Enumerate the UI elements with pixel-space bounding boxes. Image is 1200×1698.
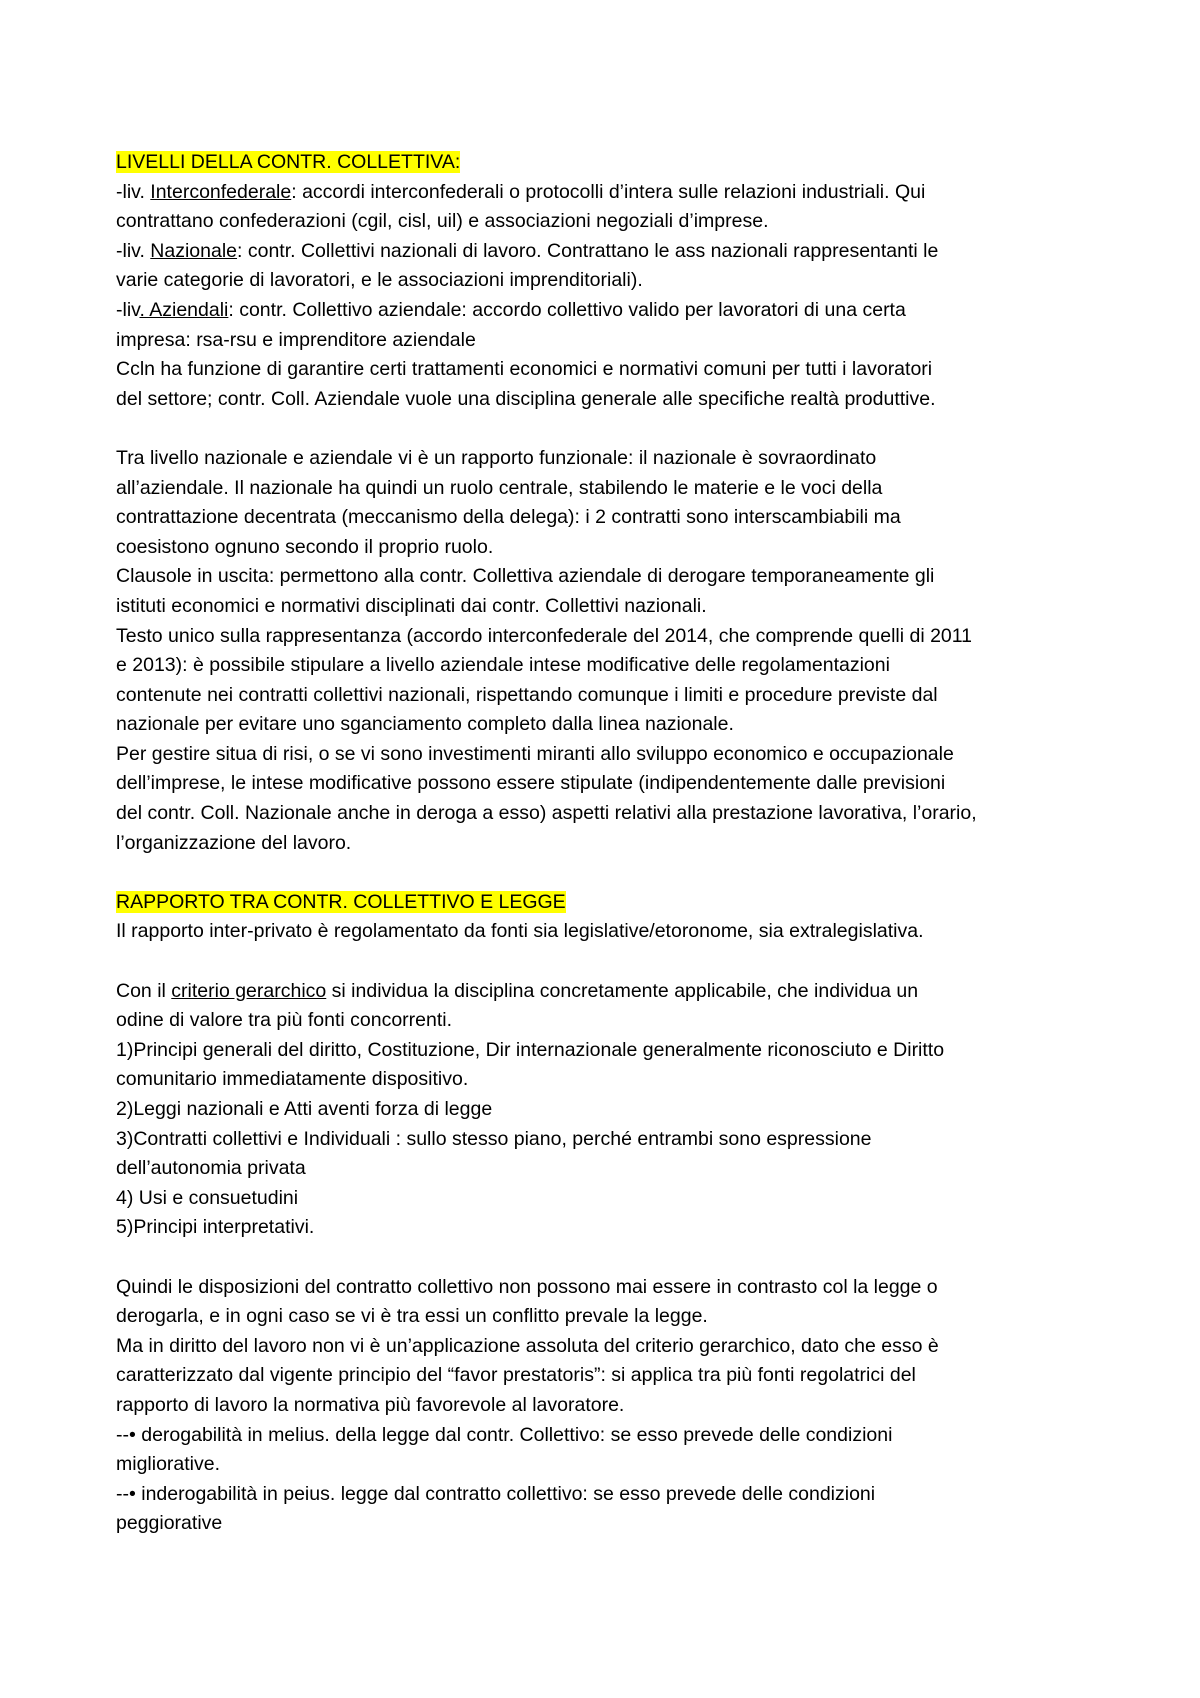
underlined-term: criterio gerarchico: [171, 979, 327, 1002]
text-run: -liv.: [116, 180, 151, 203]
paragraph-line: [116, 178, 1096, 208]
paragraph-line: odine di valore tra più fonti concorrenti.: [116, 1009, 453, 1032]
underlined-term: Interconfederale: [150, 180, 292, 203]
list-item: dell’autonomia privata: [116, 1157, 306, 1180]
blank-line: [116, 1243, 1096, 1273]
bullet-item: --• derogabilità in melius. della legge dal contr. Collettivo: se esso prevede delle condizioni: [116, 1423, 893, 1446]
paragraph-line: Clausole in uscita: permettono alla contr. Collettiva aziendale di derogare temporaneamente gli: [116, 565, 935, 588]
text-run: si individua la disciplina concretamente applicabile, che individua un: [326, 979, 919, 1002]
section4: [116, 1273, 1096, 1539]
paragraph-line: Il rapporto inter-privato è regolamentato da fonti sia legislative/etoronome, sia extralegislativa.: [116, 920, 924, 943]
paragraph-line: varie categorie di lavoratori, e le associazioni imprenditoriali).: [116, 269, 643, 292]
paragraph-line: del settore; contr. Coll. Aziendale vuole una disciplina generale alle specifiche realtà produttive.: [116, 387, 936, 410]
paragraph-line: e 2013): è possibile stipulare a livello aziendale intese modificative delle regolamentazioni: [116, 654, 890, 677]
paragraph-line: Quindi le disposizioni del contratto collettivo non possono mai essere in contrasto col la legge o: [116, 1275, 938, 1298]
bullet-item: --• inderogabilità in peius. legge dal contratto collettivo: se esso prevede delle condizioni: [116, 1482, 876, 1505]
section3-heading: RAPPORTO TRA CONTR. COLLETTIVO E LEGGE: [116, 890, 566, 913]
paragraph-line: Ccln ha funzione di garantire certi trattamenti economici e normativi comuni per tutti i lavoratori: [116, 358, 933, 381]
paragraph-line: dell’imprese, le intese modificative possono essere stipulate (indipendentemente dalle previsioni: [116, 772, 946, 795]
paragraph-line: Per gestire situa di risi, o se vi sono investimenti miranti allo sviluppo economico e occupazionale: [116, 742, 954, 765]
paragraph-line: contrattazione decentrata (meccanismo della delega): i 2 contratti sono interscambiabili ma: [116, 506, 901, 529]
list-item: comunitario immediatamente dispositivo.: [116, 1068, 469, 1091]
paragraph-line: contrattano confederazioni (cgil, cisl, uil) e associazioni negoziali d’imprese.: [116, 210, 769, 233]
list-item: 3)Contratti collettivi e Individuali : sullo stesso piano, perché entrambi sono espressione: [116, 1127, 872, 1150]
paragraph-line: l’organizzazione del lavoro.: [116, 831, 352, 854]
section1-heading-line: [116, 148, 1096, 178]
paragraph-line: Testo unico sulla rappresentanza (accordo interconfederale del 2014, che comprende quelli di 2011: [116, 624, 973, 647]
paragraph-line: peggiorative: [116, 1512, 223, 1535]
paragraph-line: [116, 977, 1096, 1007]
section3-heading-line: [116, 888, 1096, 918]
blank-line: [116, 414, 1096, 444]
paragraph-line: all’aziendale. Il nazionale ha quindi un ruolo centrale, stabilendo le materie e le voci della: [116, 476, 883, 499]
paragraph-line: rapporto di lavoro la normativa più favorevole al lavoratore.: [116, 1393, 625, 1416]
section2: [116, 444, 1096, 858]
document-page: [116, 148, 1096, 1539]
text-run: : contr. Collettivo aziendale: accordo collettivo valido per lavoratori di una certa: [228, 298, 906, 321]
blank-line: [116, 947, 1096, 977]
paragraph-line: [116, 296, 1096, 326]
list-item: 4) Usi e consuetudini: [116, 1186, 299, 1209]
underlined-term: . Aziendali: [139, 298, 229, 321]
list-item: 5)Principi interpretativi.: [116, 1216, 315, 1239]
paragraph-line: nazionale per evitare uno sganciamento completo dalla linea nazionale.: [116, 713, 734, 736]
paragraph-line: migliorative.: [116, 1453, 221, 1476]
paragraph-line: derogarla, e in ogni caso se vi è tra essi un conflitto prevale la legge.: [116, 1305, 708, 1328]
text-run: : contr. Collettivi nazionali di lavoro. Contrattano le ass nazionali rappresentanti le: [237, 239, 939, 262]
paragraph-line: istituti economici e normativi disciplinati dai contr. Collettivi nazionali.: [116, 594, 707, 617]
paragraph-line: coesistono ognuno secondo il proprio ruolo.: [116, 535, 494, 558]
list-item: 1)Principi generali del diritto, Costituzione, Dir internazionale generalmente riconosciuto e Diritto: [116, 1038, 945, 1061]
paragraph-line: Tra livello nazionale e aziendale vi è un rapporto funzionale: il nazionale è sovraordinato: [116, 446, 877, 469]
text-run: -liv.: [116, 239, 151, 262]
section1-heading: LIVELLI DELLA CONTR. COLLETTIVA:: [116, 151, 461, 173]
paragraph-line: [116, 237, 1096, 267]
text-run: -liv: [116, 298, 140, 321]
paragraph-line: del contr. Coll. Nazionale anche in deroga a esso) aspetti relativi alla prestazione lavorativa, l’orario,: [116, 802, 977, 825]
list-item: 2)Leggi nazionali e Atti aventi forza di legge: [116, 1098, 493, 1120]
paragraph-line: caratterizzato dal vigente principio del “favor prestatoris”: si applica tra più fonti regolatrici del: [116, 1364, 916, 1387]
paragraph-line: Ma in diritto del lavoro non vi è un’applicazione assoluta del criterio gerarchico, dato che esso è: [116, 1334, 939, 1357]
underlined-term: Nazionale: [150, 239, 238, 262]
paragraph-line: contenute nei contratti collettivi nazionali, rispettando comunque i limiti e procedure previste dal: [116, 683, 938, 706]
blank-line: [116, 858, 1096, 888]
text-run: Con il: [116, 979, 172, 1002]
paragraph-line: impresa: rsa-rsu e imprenditore aziendale: [116, 328, 476, 351]
section3-list: [116, 1006, 1096, 1243]
text-run: : accordi interconfederali o protocolli d’intera sulle relazioni industriali. Qui: [291, 180, 926, 203]
